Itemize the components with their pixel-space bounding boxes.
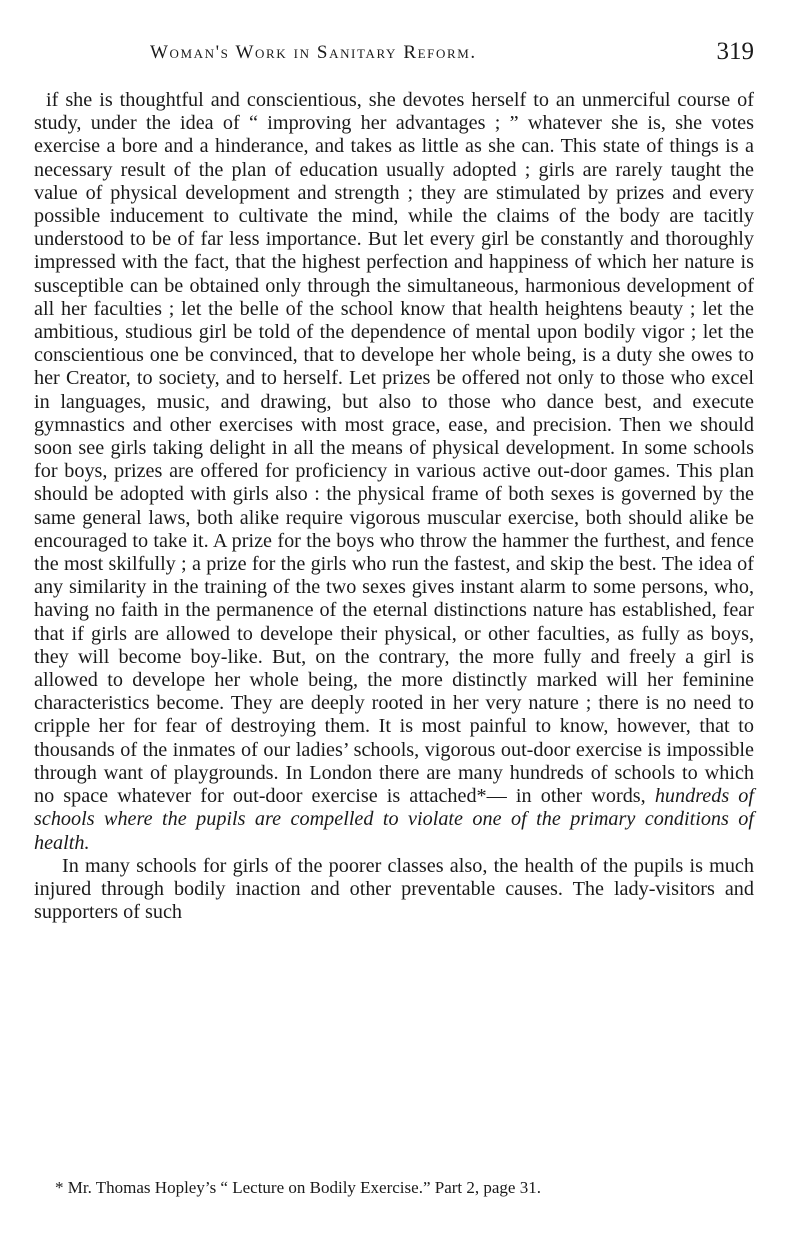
paragraph-text: if she is thoughtful and conscientious, she devotes herself to an unmerciful course of study, under the idea of “ improving her advantages ; ” whatever she is, she votes exercise a bore and a hinderance, and takes as little as she can. This state of things is a necessary result of the plan of education usually adopted ; girls are rarely taught the value of physical development and strength ; they are stimulated by prizes and every possible inducement to cultivate the mind, while the claims of the body are tacitly understood to be of far less importance. But let every girl be constantly and thoroughly impressed with the fact, that the highest perfection and happiness of which her nature is susceptible can be obtained only through the simultaneous, harmonious development of all her faculties ; let the belle of the school know that health heightens beauty ; let the ambitious, studious girl be told of the dependence of mental upon bodily vigor ; let the conscientious one be convinced, that to develope her whole being, is a duty she owes to her Creator, to society, and to herself. Let prizes be offered not only to those who excel in languages, music, and drawing, but also to those who dance best, and execute gymnastics and other exercises with most grace, ease, and precision. Then we should soon see girls taking delight in all the means of physical development. In some schools for boys, prizes are offered for proficiency in various active out-door games. This plan should be adopted with girls also : the physical frame of both sexes is governed by the same general laws, both alike require vigorous muscular exercise, both should alike be encouraged to take it. A prize for the boys who throw the hammer the furthest, and fence the most skilfully ; a prize for the girls who run the fastest, and skip the best. The idea of any similarity in the training of the two sexes gives instant alarm to some persons, who, having no faith in the permanence of the eternal distinctions nature has established, fear that if girls are allowed to develope their physical, or other faculties, as fully as boys, they will become boy-like. But, on the contrary, the more fully and freely a girl is allowed to develope her whole being, the more distinctly marked will her feminine characteristics become. They are deeply rooted in her very nature ; there is no need to cripple her for fear of destroying them. It is most painful to know, however, that to thousands of the inmates of our ladies’ schools, vigorous out-door exercise is impossible through want of playgrounds. In London there are many hundreds of schools to which no space whatever for out-door exercise is attached*— in other words, bbox=[34, 89, 754, 808]
paragraph: In many schools for girls of the poorer classes also, the health of the pupils is much injured through bodily inaction and other preventable causes. The lady-visitors and supporters of such bbox=[34, 854, 754, 924]
footnote: * Mr. Thomas Hopley’s “ Lecture on Bodily Exercise.” Part 2, page 31. bbox=[55, 1178, 541, 1197]
page-number: 319 bbox=[716, 38, 754, 65]
body-text bbox=[34, 89, 754, 924]
emphasized-text: hundreds of schools where the pupils are compelled to violate one of the primary conditions of health. bbox=[34, 785, 755, 854]
running-title: Woman's Work in Sanitary Reform. bbox=[150, 42, 477, 63]
paragraph bbox=[34, 89, 754, 855]
